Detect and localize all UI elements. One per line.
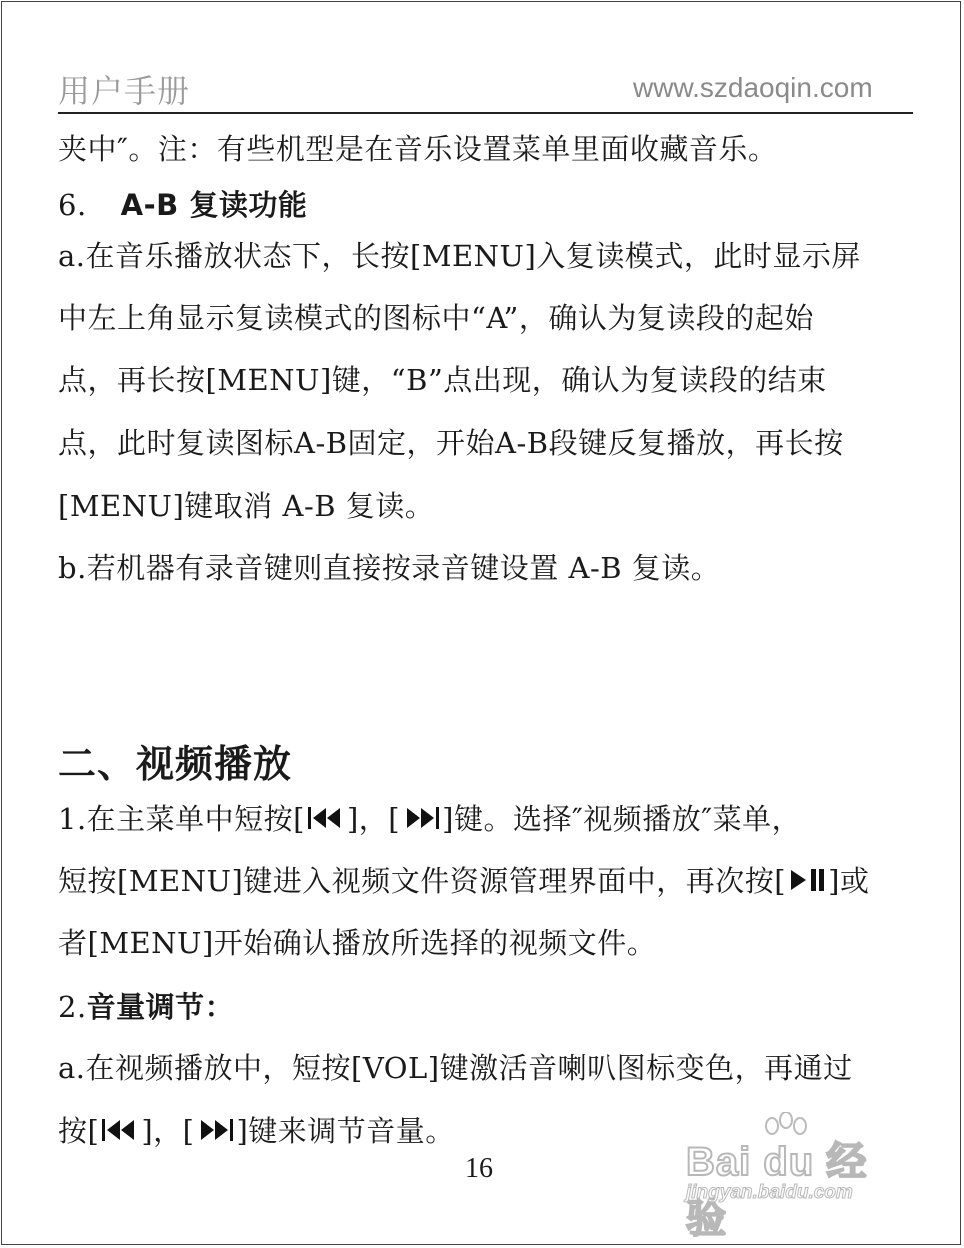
volume-para-line2 xyxy=(58,1113,455,1149)
section-6-number: 6. xyxy=(58,188,87,222)
volume-heading-title: 音量调节： xyxy=(86,990,235,1024)
paragraph-line: b.若机器有录音键则直接按录音键设置 A-B 复读。 xyxy=(58,551,721,585)
paragraph-line: a.在视频播放中，短按[VOL]键激活音喇叭图标变色，再通过 xyxy=(58,1051,853,1085)
previous-track-icon xyxy=(306,804,346,832)
paragraph-line: a.在音乐播放状态下，长按[MENU]入复读模式，此时显示屏 xyxy=(58,239,861,273)
paragraph-line: [MENU]键取消 A-B 复读。 xyxy=(58,489,435,523)
section-6-title: A-B 复读功能 xyxy=(120,188,308,222)
paragraph-line: 者[MENU]开始确认播放所选择的视频文件。 xyxy=(58,926,657,960)
paragraph-line: 点，再长按[MENU]键，“B”点出现，确认为复读段的结束 xyxy=(58,363,827,397)
text-run: 1.在主菜单中短按[ xyxy=(58,802,305,836)
section-6-heading xyxy=(58,187,307,223)
play-pause-icon xyxy=(787,866,827,894)
watermark-brand: Bai du 经验 xyxy=(686,1140,868,1241)
video-para1-line1 xyxy=(58,801,801,837)
baidu-watermark xyxy=(686,1112,906,1241)
previous-track-icon xyxy=(100,1116,140,1144)
paragraph-line: 夹中″。注：有些机型是在音乐设置菜单里面收藏音乐。 xyxy=(58,132,778,166)
text-run: ]，[ xyxy=(346,802,401,836)
text-run: ]键来调节音量。 xyxy=(236,1114,455,1148)
header-url: www.szdaoqin.com xyxy=(633,72,873,103)
paragraph-line: 中左上角显示复读模式的图标中“A”，确认为复读段的起始 xyxy=(58,301,814,335)
text-run: 按[ xyxy=(58,1114,100,1148)
next-track-icon xyxy=(401,804,441,832)
section-title-video: 二、视频播放 xyxy=(58,742,293,786)
video-para1-line2 xyxy=(58,863,869,899)
text-run: 短按[MENU]键进入视频文件资源管理界面中，再次按[ xyxy=(58,864,787,898)
volume-heading xyxy=(58,989,234,1025)
next-track-icon xyxy=(195,1116,235,1144)
volume-heading-number: 2. xyxy=(58,990,87,1024)
text-run: ]键。选择″视频播放″菜单， xyxy=(442,802,802,836)
text-run: ]，[ xyxy=(141,1114,195,1148)
paragraph-line: 点，此时复读图标A-B固定，开始A-B段键反复播放，再长按 xyxy=(58,426,844,460)
header-divider xyxy=(58,112,913,114)
watermark-url: jingyan.baidu.com xyxy=(686,1182,853,1203)
page-number: 16 xyxy=(465,1153,493,1184)
header-title: 用户手册 xyxy=(58,72,191,110)
text-run: ]或 xyxy=(828,864,870,898)
